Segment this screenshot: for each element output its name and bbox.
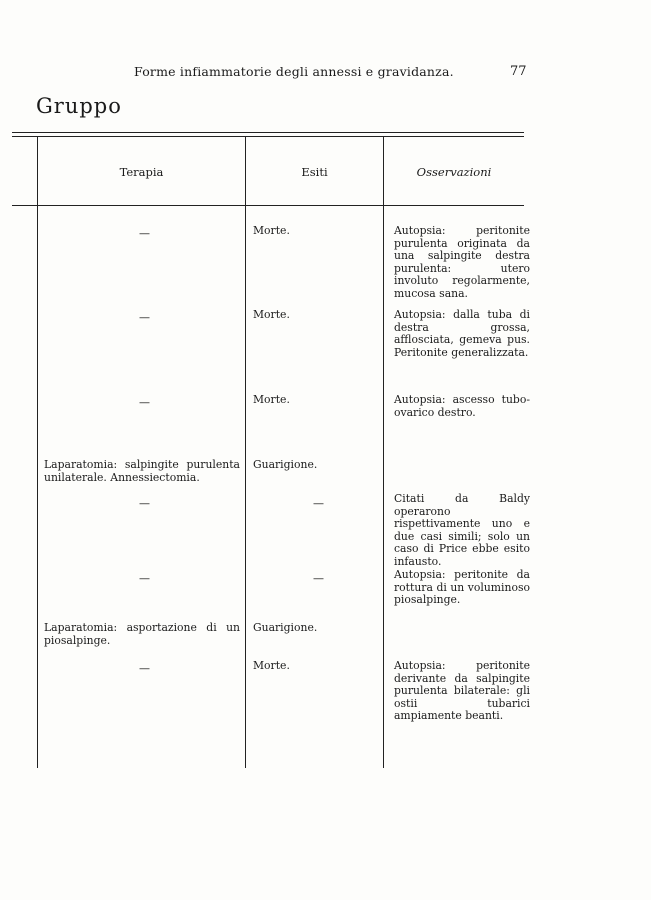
table-row-3-terapia: — (139, 396, 150, 409)
table-row-1-osservazioni: Autopsia: peritonite purulenta originata da una salpingite destra purulenta: utero involuto regolarmente, mucosa sana. (394, 224, 530, 300)
page-number: 77 (510, 64, 527, 79)
group-title: Gruppo (36, 94, 122, 118)
table-row-7-esiti: Guarigione. (253, 621, 318, 634)
table-row-5-terapia: — (139, 497, 150, 510)
table-row-6-esiti: — (313, 572, 324, 585)
table-row-7-terapia: Laparatomia: asportazione di un piosalpinge. (44, 621, 240, 647)
table-row-8-esiti: Morte. (253, 659, 290, 672)
running-head: Forme infiammatorie degli annessi e gravidanza. (134, 64, 454, 79)
table-row-1-esiti: Morte. (253, 224, 290, 237)
table-row-2-terapia: — (139, 311, 150, 324)
table-row-4-terapia: Laparatomia: salpingite purulenta unilaterale. Annessiectomia. (44, 458, 240, 484)
table-row-2-osservazioni: Autopsia: dalla tuba di destra grossa, afflosciata, gemeva pus. Peritonite generalizzata. (394, 308, 530, 359)
table-header-rule (12, 205, 524, 206)
table-row-6-osservazioni: Autopsia: peritonite da rottura di un voluminoso piosalpinge. (394, 568, 530, 607)
column-divider-left (37, 136, 38, 768)
table-row-5-osservazioni: Citati da Baldy operarono rispettivamente uno e due casi simili; solo un caso di Price ebbe esito infausto. (394, 492, 530, 568)
column-divider-2 (383, 136, 384, 768)
column-header-osservazioni: Osservazioni (416, 165, 492, 179)
table-row-5-esiti: — (313, 497, 324, 510)
table-top-rule (12, 132, 524, 133)
column-divider-1 (245, 136, 246, 768)
table-row-2-esiti: Morte. (253, 308, 290, 321)
table-top-rule-2 (12, 136, 524, 137)
table-row-8-terapia: — (139, 662, 150, 675)
table-row-6-terapia: — (139, 572, 150, 585)
table-row-3-esiti: Morte. (253, 393, 290, 406)
column-header-esiti: Esiti (301, 165, 328, 179)
table-row-1-terapia: — (139, 227, 150, 240)
table-row-3-osservazioni: Autopsia: ascesso tubo-ovarico destro. (394, 393, 530, 419)
table-row-4-esiti: Guarigione. (253, 458, 318, 471)
table-row-8-osservazioni: Autopsia: peritonite derivante da salpingite purulenta bilaterale: gli ostii tubarici ampiamente beanti. (394, 659, 530, 723)
column-header-terapia: Terapia (119, 165, 164, 179)
